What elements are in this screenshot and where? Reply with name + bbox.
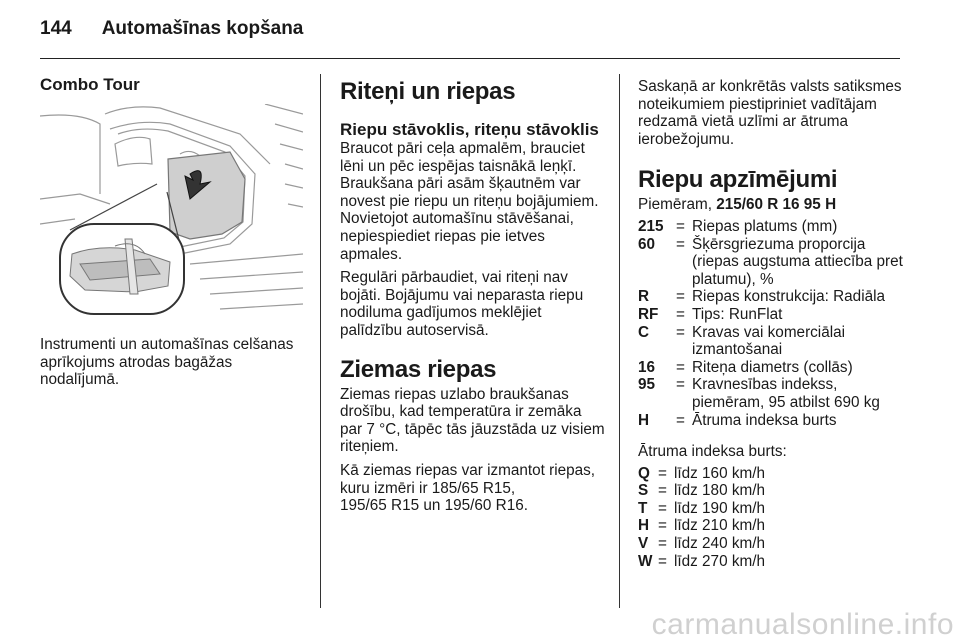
right-column	[638, 78, 903, 570]
equals-sign: =	[676, 411, 685, 429]
code-desc: Šķērsgriezuma proporcija (riepas augstuma attiecība pret platumu), %	[692, 235, 903, 288]
equals-sign: =	[676, 305, 685, 323]
illustration-caption	[40, 336, 305, 395]
section-title-combo-tour: Combo Tour	[40, 75, 140, 94]
code-desc: Kravnesības indekss, piemēram, 95 atbilst 690 kg	[692, 376, 880, 411]
speed-limit-sticker-note: Saskaņā ar konkrētās valsts satiksmes noteikumiem piestipriniet vadītājam redzamā vietā uzlīmi ar ātruma ierobežojumu.	[638, 78, 902, 148]
trunk-jack-illustration	[40, 104, 303, 318]
code-key: R	[638, 288, 650, 306]
caption-text: Instrumenti un automašīnas celšanas aprīkojums atrodas bagāžas nodalījumā.	[40, 336, 294, 389]
equals-sign: =	[658, 552, 667, 570]
code-desc: Riepas platums (mm)	[692, 217, 838, 235]
left-column	[40, 76, 305, 94]
speed-desc: līdz 160 km/h	[674, 464, 765, 482]
page-number: 144	[40, 18, 72, 39]
speed-key: T	[638, 499, 648, 517]
equals-sign: =	[676, 323, 685, 341]
example-prefix: Piemēram,	[638, 196, 717, 214]
code-key: 60	[638, 235, 656, 253]
speed-desc: līdz 240 km/h	[674, 535, 765, 553]
section-title-wheels-tyres: Riteņi un riepas	[340, 78, 516, 105]
speed-desc: līdz 210 km/h	[674, 517, 765, 535]
watermark: carmanualsonline.info	[651, 608, 954, 641]
header-rule	[40, 58, 900, 59]
column-divider-right	[619, 74, 620, 608]
speed-key: Q	[638, 464, 650, 482]
equals-sign: =	[658, 535, 667, 553]
speed-key: W	[638, 552, 653, 570]
code-key: 95	[638, 376, 656, 394]
equals-sign: =	[676, 376, 685, 394]
section-title-tyre-designations: Riepu apzīmējumi	[638, 166, 838, 194]
code-desc: Riteņa diametrs (collās)	[692, 358, 853, 376]
chapter-title: Automašīnas kopšana	[101, 18, 304, 39]
speed-desc: līdz 270 km/h	[674, 552, 765, 570]
speed-index-title: Ātruma indeksa burts:	[638, 443, 787, 461]
winter-tyres-paragraph-1: Ziemas riepas uzlabo braukšanas drošību, kad temperatūra ir zemāka par 7 °C, tāpēc tās jāuzstāda uz visiem riteņiem.	[340, 385, 605, 456]
winter-tyres-sizes-line-1: Kā ziemas riepas var izmantot riepas, kuru izmēri ir 185/65 R15,	[340, 461, 596, 497]
speed-key: V	[638, 535, 649, 553]
example-line	[638, 196, 903, 214]
equals-sign: =	[676, 358, 685, 376]
section-title-winter-tyres: Ziemas riepas	[340, 355, 497, 383]
equals-sign: =	[676, 235, 685, 253]
code-desc: Kravas vai komerciālai izmantošanai	[692, 323, 846, 359]
equals-sign: =	[658, 499, 667, 517]
winter-tyres-paragraph-2	[340, 462, 605, 515]
example-code: 215/60 R 16 95 H	[716, 196, 837, 214]
tyre-condition-paragraph-1: Braucot pāri ceļa apmalēm, brauciet lēni un pēc iespējas taisnākā leņķī. Braukšana pāri asām šķautnēm var novest pie riepu un riteņu bojājumiem. Novietojot automašīnu stāvēšanai, nepiespiediet riepas pie ietves apmales.	[340, 140, 599, 263]
speed-key: S	[638, 482, 649, 500]
code-key: C	[638, 323, 650, 341]
subsection-title-tyre-condition: Riepu stāvoklis, riteņu stāvoklis	[340, 120, 599, 139]
equals-sign: =	[676, 217, 685, 235]
middle-column	[340, 78, 605, 521]
code-key: RF	[638, 305, 659, 323]
speed-desc: līdz 180 km/h	[674, 482, 765, 500]
speed-key: H	[638, 517, 650, 535]
tyre-condition-paragraph-2: Regulāri pārbaudiet, vai riteņi nav bojāti. Bojājumu vai neparasta riepu nodiluma gadījumos meklējiet palīdzību autoservisā.	[340, 269, 584, 339]
speed-desc: līdz 190 km/h	[674, 499, 765, 517]
code-key: H	[638, 411, 650, 429]
equals-sign: =	[676, 288, 685, 306]
code-desc: Tips: RunFlat	[692, 305, 783, 323]
winter-tyres-sizes-line-2: 195/65 R15 un 195/60 R16.	[340, 497, 528, 515]
code-desc: Riepas konstrukcija: Radiāla	[692, 288, 886, 306]
tyre-code-list	[638, 218, 903, 429]
speed-index-list	[638, 465, 903, 571]
page-header	[40, 18, 303, 40]
equals-sign: =	[658, 464, 667, 482]
equals-sign: =	[658, 482, 667, 500]
code-key: 215	[638, 217, 664, 235]
equals-sign: =	[658, 517, 667, 535]
column-divider-left	[320, 74, 321, 608]
code-key: 16	[638, 358, 656, 376]
code-desc: Ātruma indeksa burts	[692, 411, 837, 429]
